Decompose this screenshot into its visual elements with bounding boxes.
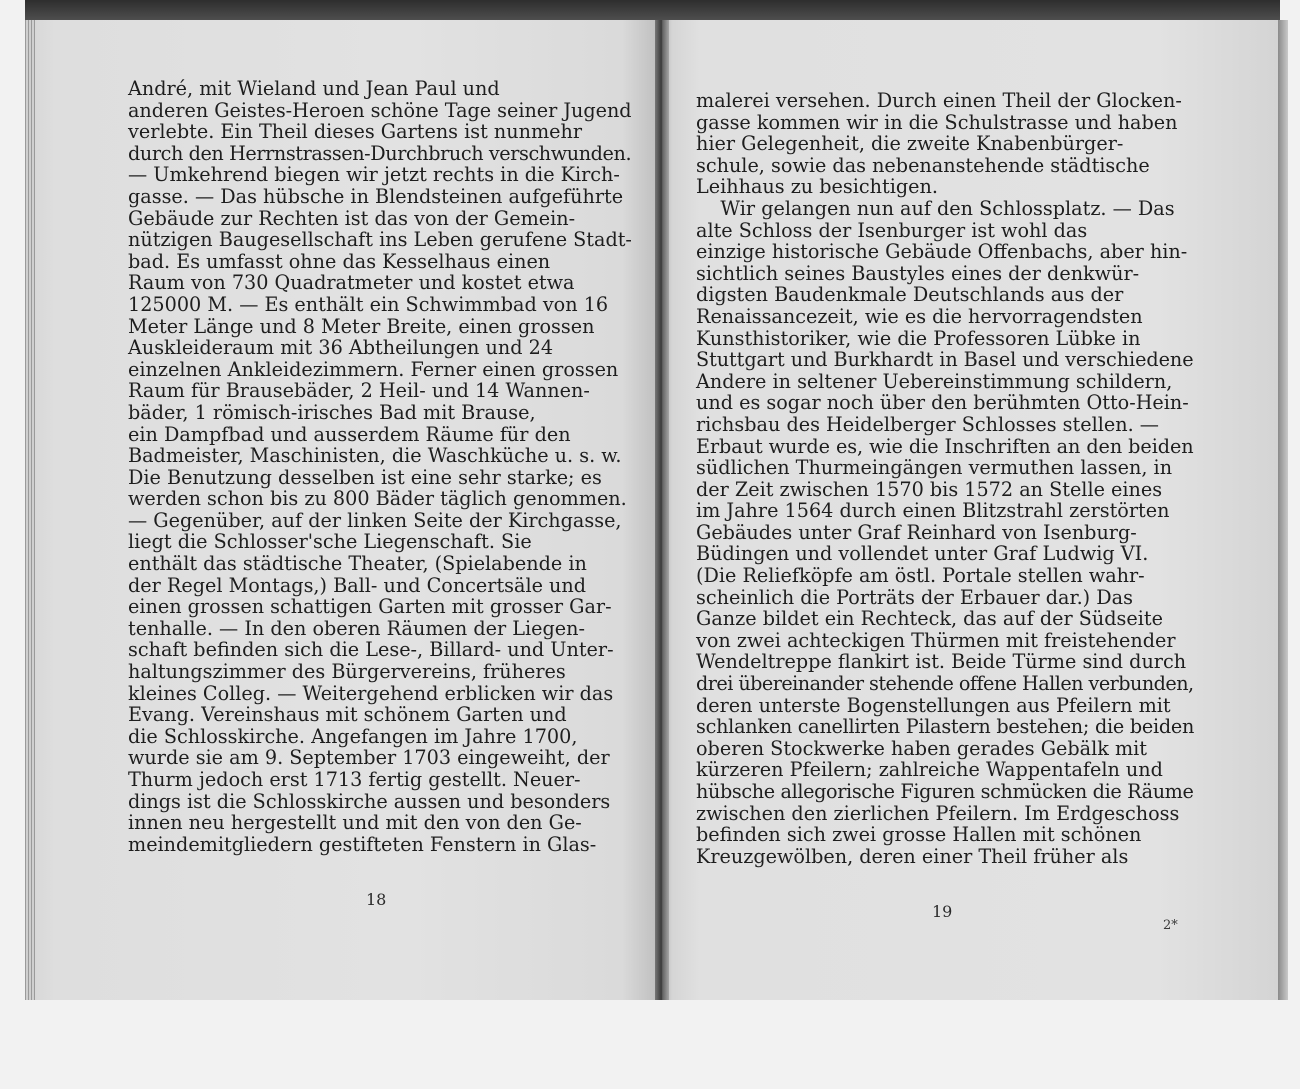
text-line: Büdingen und vollendet unter Graf Ludwig VI. <box>696 542 1149 566</box>
text-line: durch den Herrnstrassen-Durchbruch verschwunden. <box>128 141 632 165</box>
text-line: gasse kommen wir in die Schulstrasse und haben <box>696 110 1178 134</box>
text-line: der Regel Montags,) Ball- und Concertsäle und <box>128 573 587 597</box>
text-line: Meter Länge und 8 Meter Breite, einen grossen <box>128 314 595 338</box>
left-page-edges <box>25 20 35 1000</box>
text-line: und es sogar noch über den berühmten Otto-Hein- <box>696 391 1189 415</box>
text-line: malerei versehen. Durch einen Theil der Glocken- <box>696 89 1182 112</box>
signature-mark: 2* <box>1163 918 1178 933</box>
left-page-text <box>128 78 632 855</box>
text-line: schule, sowie das nebenanstehende städtische <box>696 153 1150 177</box>
text-line: bad. Es umfasst ohne das Kesselhaus einen <box>128 249 551 273</box>
text-line: gasse. — Das hübsche in Blendsteinen aufgeführte <box>128 184 624 208</box>
text-line: nützigen Baugesellschaft ins Leben gerufene Stadt- <box>128 228 632 252</box>
text-line: die Schlosskirche. Angefangen im Jahre 1700, <box>128 724 578 748</box>
text-line: der Zeit zwischen 1570 bis 1572 an Stelle eines <box>696 477 1163 501</box>
text-line: südlichen Thurmeingängen vermuthen lassen, in <box>696 456 1173 480</box>
text-line: Renaissancezeit, wie es die hervorragendsten <box>696 304 1143 328</box>
text-line: wurde sie am 9. September 1703 eingeweiht, der <box>128 746 610 770</box>
right-page-number: 19 <box>932 902 953 921</box>
text-line: Ganze bildet ein Rechteck, das auf der Südseite <box>696 607 1163 631</box>
text-line: enthält das städtische Theater, (Spielabende in <box>128 552 587 576</box>
text-line: Auskleideraum mit 36 Abtheilungen und 24 <box>128 336 554 360</box>
text-line: — Umkehrend biegen wir jetzt rechts in die Kirch- <box>128 163 620 187</box>
text-line: kleines Colleg. — Weitergehend erblicken wir das <box>128 681 614 705</box>
text-line: zwischen den zierlichen Pfeilern. Im Erdgeschoss <box>696 801 1180 825</box>
text-line: Raum von 730 Quadratmeter und kostet etwa <box>128 271 575 295</box>
text-line: Kunsthistoriker, wie die Professoren Lübke in <box>696 326 1141 350</box>
text-line: werden schon bis zu 800 Bäder täglich genommen. <box>128 487 627 511</box>
right-page-edge <box>1278 20 1288 1000</box>
text-line: Die Benutzung desselben ist eine sehr starke; es <box>128 465 602 489</box>
text-line: Erbaut wurde es, wie die Inschriften an den beiden <box>696 434 1194 458</box>
text-line: André, mit Wieland und Jean Paul und <box>128 77 500 100</box>
text-line: Gebäude zur Rechten ist das von der Gemein- <box>128 206 576 230</box>
text-line: schaft befinden sich die Lese-, Billard- und Unter- <box>128 638 614 662</box>
text-line: Evang. Vereinshaus mit schönem Garten und <box>128 703 567 727</box>
text-line: oberen Stockwerke haben gerades Gebälk mit <box>696 736 1148 760</box>
text-line: (Die Reliefköpfe am östl. Portale stellen wahr- <box>696 564 1145 588</box>
text-line: ein Dampfbad und ausserdem Räume für den <box>128 422 571 446</box>
text-line: Raum für Brausebäder, 2 Heil- und 14 Wannen- <box>128 379 590 403</box>
text-line: einzige historische Gebäude Offenbachs, aber hin- <box>696 240 1188 264</box>
text-line: Kreuzgewölben, deren einer Theil früher als <box>696 844 1129 868</box>
text-line: liegt die Schlosser'sche Liegenschaft. Sie <box>128 530 532 554</box>
text-line: meindemitgliedern gestifteten Fenstern in Glas- <box>128 832 597 856</box>
text-line: — Gegenüber, auf der linken Seite der Kirchgasse, <box>128 508 622 532</box>
left-page-number: 18 <box>366 890 387 909</box>
text-line: dings ist die Schlosskirche aussen und besonders <box>128 789 611 813</box>
text-line: sichtlich seines Baustyles eines der denkwür- <box>696 261 1140 285</box>
text-line: befinden sich zwei grosse Hallen mit schönen <box>696 823 1142 847</box>
text-line: scheinlich die Porträts der Erbauer dar.) Das <box>696 585 1133 609</box>
text-line: digsten Baudenkmale Deutschlands aus der <box>696 283 1124 307</box>
text-line: einzelnen Ankleidezimmern. Ferner einen grossen <box>128 357 619 381</box>
text-line: tenhalle. — In den oberen Räumen der Liegen- <box>128 616 585 640</box>
text-line: anderen Geistes-Heroen schöne Tage seiner Jugend <box>128 98 632 122</box>
text-line: von zwei achteckigen Thürmen mit freistehender <box>696 628 1176 652</box>
text-line: Wir gelangen nun auf den Schlossplatz. — Das <box>696 196 1175 220</box>
text-line: Stuttgart und Burkhardt in Basel und verschiedene <box>696 348 1194 372</box>
text-line: hübsche allegorische Figuren schmücken die Räume <box>696 780 1194 803</box>
text-line: drei übereinander stehende offene Hallen verbunden, <box>696 672 1194 696</box>
text-line: innen neu hergestellt und mit den von den Ge- <box>128 811 582 835</box>
text-line: Badmeister, Maschinisten, die Waschküche u. s. w. <box>128 444 622 468</box>
text-line: schlanken canellirten Pilastern bestehen; die beiden <box>696 715 1195 739</box>
text-line: Thurm jedoch erst 1713 fertig gestellt. Neuer- <box>128 768 581 791</box>
text-line: einen grossen schattigen Garten mit grosser Gar- <box>128 595 612 619</box>
text-line: Leihhaus zu besichtigen. <box>696 175 938 199</box>
text-line: im Jahre 1564 durch einen Blitzstrahl zerstörten <box>696 499 1170 523</box>
text-line: richsbau des Heidelberger Schlosses stellen. — <box>696 412 1159 436</box>
text-line: haltungszimmer des Bürgervereins, früheres <box>128 660 566 684</box>
text-line: deren unterste Bogenstellungen aus Pfeilern mit <box>696 693 1171 717</box>
text-line: verlebte. Ein Theil dieses Gartens ist nunmehr <box>128 120 583 144</box>
right-page-text <box>696 90 1194 867</box>
text-line: Andere in seltener Uebereinstimmung schildern, <box>696 369 1173 393</box>
text-line: bäder, 1 römisch-irisches Bad mit Brause, <box>128 400 536 424</box>
text-line: alte Schloss der Isenburger ist wohl das <box>696 218 1088 242</box>
text-line: kürzeren Pfeilern; zahlreiche Wappentafeln und <box>696 758 1163 782</box>
text-line: 125000 M. — Es enthält ein Schwimmbad von 16 <box>128 292 609 316</box>
text-line: Gebäudes unter Graf Reinhard von Isenburg- <box>696 520 1137 544</box>
text-line: hier Gelegenheit, die zweite Knabenbürger- <box>696 132 1124 156</box>
text-line: Wendeltreppe flankirt ist. Beide Türme sind durch <box>696 650 1187 674</box>
book-gutter <box>655 20 669 1000</box>
